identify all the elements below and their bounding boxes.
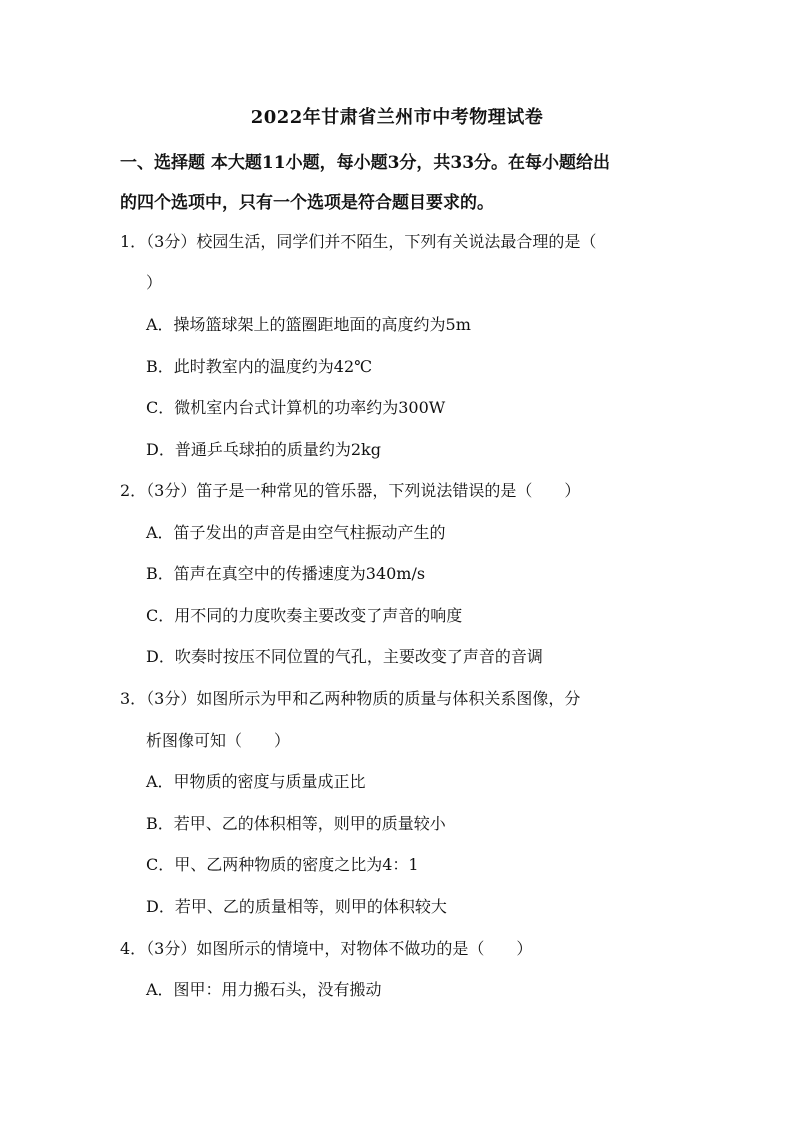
question-1-option-b: B．此时教室内的温度约为42℃ bbox=[146, 357, 373, 376]
question-1-stem-continued: ） bbox=[146, 273, 163, 292]
question-1-option-a: A．操场篮球架上的篮圈距地面的高度约为5m bbox=[146, 315, 471, 334]
question-3-option-b: B．若甲、乙的体积相等，则甲的质量较小 bbox=[146, 814, 446, 833]
question-2-stem: 2．（3分）笛子是一种常见的管乐器，下列说法错误的是（ ） bbox=[120, 481, 581, 500]
question-3-stem-continued: 析图像可知（ ） bbox=[146, 731, 291, 750]
question-3-stem: 3．（3分）如图所示为甲和乙两种物质的质量与体积关系图像，分 bbox=[120, 689, 581, 708]
section-header-line-2: 的四个选项中，只有一个选项是符合题目要求的。 bbox=[120, 193, 494, 213]
exam-title: 2022年甘肃省兰州市中考物理试卷 bbox=[250, 107, 544, 128]
question-3-option-a: A．甲物质的密度与质量成正比 bbox=[146, 772, 366, 791]
question-3-option-d: D．若甲、乙的质量相等，则甲的体积较大 bbox=[146, 897, 447, 916]
question-4-stem: 4．（3分）如图所示的情境中，对物体不做功的是（ ） bbox=[120, 939, 533, 958]
question-1-stem: 1．（3分）校园生活，同学们并不陌生，下列有关说法最合理的是（ bbox=[120, 232, 597, 251]
question-2-option-b: B．笛声在真空中的传播速度为340m/s bbox=[146, 564, 426, 583]
question-1-option-d: D．普通乒乓球拍的质量约为2kg bbox=[146, 440, 381, 459]
question-3-option-c: C．甲、乙两种物质的密度之比为4：1 bbox=[146, 855, 419, 874]
question-1-option-c: C．微机室内台式计算机的功率约为300W bbox=[146, 398, 446, 417]
question-2-option-a: A．笛子发出的声音是由空气柱振动产生的 bbox=[146, 523, 446, 542]
question-2-option-d: D．吹奏时按压不同位置的气孔，主要改变了声音的音调 bbox=[146, 647, 543, 666]
question-4-option-a: A．图甲：用力搬石头，没有搬动 bbox=[146, 980, 382, 999]
question-2-option-c: C．用不同的力度吹奏主要改变了声音的响度 bbox=[146, 606, 463, 625]
section-header-line-1: 一、选择题 本大题11小题，每小题3分，共33分。在每小题给出 bbox=[120, 153, 611, 173]
